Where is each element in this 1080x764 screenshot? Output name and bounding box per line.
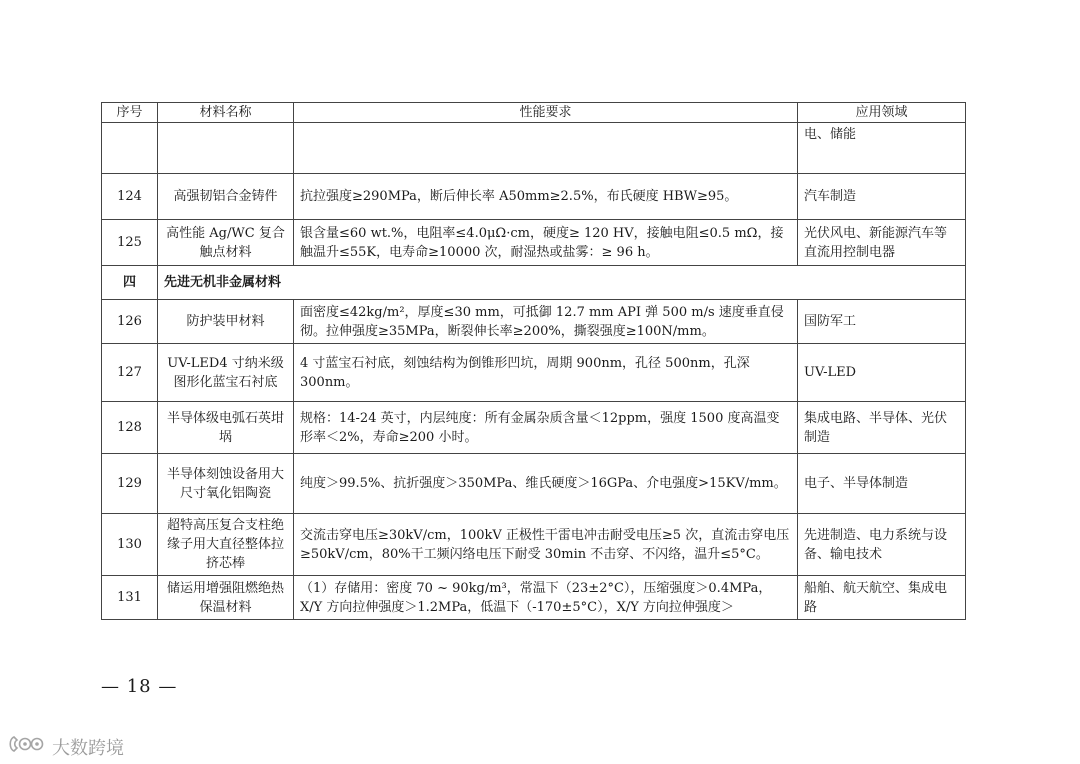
row-performance: 银含量≤60 wt.%，电阻率≤4.0μΩ·cm，硬度≥ 120 HV，接触电阻≤0.5 mΩ，接触温升≤55K，电寿命≥10000 次，耐湿热或盐雾：≥ 96 h。	[294, 220, 798, 266]
row-performance	[294, 123, 798, 174]
row-num: 125	[102, 220, 158, 266]
row-num: 129	[102, 454, 158, 514]
header-application: 应用领域	[798, 103, 966, 123]
header-performance: 性能要求	[294, 103, 798, 123]
row-application: 汽车制造	[798, 174, 966, 220]
table-row	[102, 402, 966, 454]
row-application: 电、储能	[798, 123, 966, 174]
header-name: 材料名称	[158, 103, 294, 123]
table-row	[102, 174, 966, 220]
section-num: 四	[102, 266, 158, 300]
row-name: 高性能 Ag/WC 复合触点材料	[158, 220, 294, 266]
row-num: 130	[102, 514, 158, 576]
row-name: 高强韧铝合金铸件	[158, 174, 294, 220]
watermark-text: 大数跨境	[52, 737, 124, 759]
row-name: 超特高压复合支柱绝缘子用大直径整体拉挤芯棒	[158, 514, 294, 576]
row-performance: 纯度＞99.5%、抗折强度＞350MPa、维氏硬度＞16GPa、介电强度>15KV/mm。	[294, 454, 798, 514]
table-row	[102, 220, 966, 266]
row-name: 半导体级电弧石英坩埚	[158, 402, 294, 454]
row-performance: 面密度≤42kg/m²，厚度≤30 mm，可抵御 12.7 mm API 弹 500 m/s 速度垂直侵彻。拉伸强度≥35MPa，断裂伸长率≥200%，撕裂强度≥100N/mm。	[294, 300, 798, 344]
row-num	[102, 123, 158, 174]
table-row	[102, 344, 966, 402]
watermark	[8, 733, 124, 760]
row-name: 储运用增强阻燃绝热保温材料	[158, 576, 294, 620]
table-row	[102, 454, 966, 514]
row-application: 船舶、航天航空、集成电路	[798, 576, 966, 620]
row-performance: 交流击穿电压≥30kV/cm，100kV 正极性干雷电冲击耐受电压≥5 次，直流击穿电压≥50kV/cm，80%干工频闪络电压下耐受 30min 不击穿、不闪络，温升≤5°C。	[294, 514, 798, 576]
row-application: 国防军工	[798, 300, 966, 344]
brand-logo-icon	[8, 733, 48, 760]
row-name: UV-LED4 寸纳米级图形化蓝宝石衬底	[158, 344, 294, 402]
row-num: 124	[102, 174, 158, 220]
row-application: 先进制造、电力系统与设备、输电技术	[798, 514, 966, 576]
row-num: 126	[102, 300, 158, 344]
table-header-row	[102, 103, 966, 123]
row-name: 半导体刻蚀设备用大尺寸氧化铝陶瓷	[158, 454, 294, 514]
row-application: 光伏风电、新能源汽车等直流用控制电器	[798, 220, 966, 266]
table-row	[102, 300, 966, 344]
row-performance: （1）存储用：密度 70 ~ 90kg/m³，常温下（23±2°C），压缩强度＞0.4MPa，X/Y 方向拉伸强度＞1.2MPa，低温下（-170±5°C），X/Y 方向拉伸强度＞	[294, 576, 798, 620]
row-performance: 规格：14-24 英寸，内层纯度：所有金属杂质含量＜12ppm，强度 1500 度高温变形率＜2%，寿命≥200 小时。	[294, 402, 798, 454]
table-row	[102, 576, 966, 620]
row-application: 集成电路、半导体、光伏制造	[798, 402, 966, 454]
materials-table	[101, 102, 966, 620]
section-title: 先进无机非金属材料	[158, 266, 966, 300]
table-row	[102, 514, 966, 576]
row-performance: 4 寸蓝宝石衬底，刻蚀结构为倒锥形凹坑，周期 900nm，孔径 500nm，孔深 300nm。	[294, 344, 798, 402]
section-row	[102, 266, 966, 300]
table-row	[102, 123, 966, 174]
row-name: 防护装甲材料	[158, 300, 294, 344]
page-number: — 18 —	[101, 676, 178, 697]
row-application: UV-LED	[798, 344, 966, 402]
row-num: 127	[102, 344, 158, 402]
row-name	[158, 123, 294, 174]
header-num: 序号	[102, 103, 158, 123]
row-application: 电子、半导体制造	[798, 454, 966, 514]
row-performance: 抗拉强度≥290MPa，断后伸长率 A50mm≥2.5%，布氏硬度 HBW≥95。	[294, 174, 798, 220]
row-num: 131	[102, 576, 158, 620]
row-num: 128	[102, 402, 158, 454]
